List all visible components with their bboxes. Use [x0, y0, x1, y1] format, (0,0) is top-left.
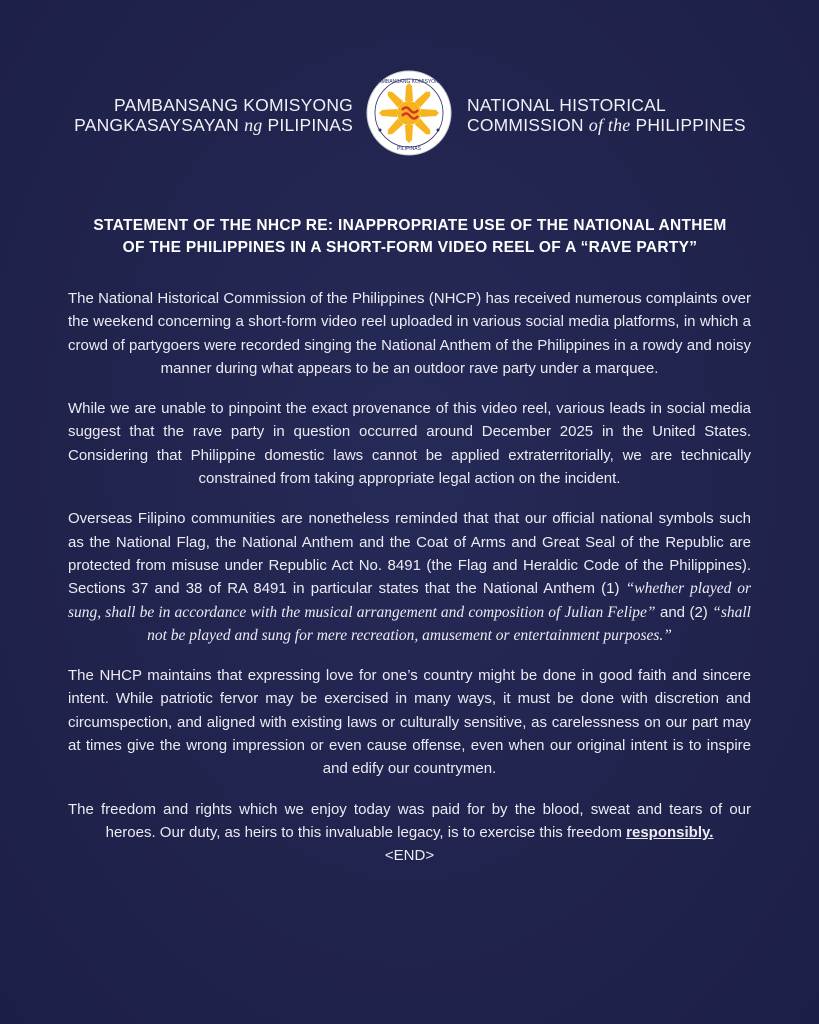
text: PHILIPPINES: [630, 115, 746, 135]
text: The freedom and rights which we enjoy today was paid for by the blood, sweat and tears of our heroes. Our duty, as heirs to this invaluable legacy, is to exercise this freedom: [68, 800, 751, 841]
paragraph-3: [68, 507, 751, 647]
statement-title: [60, 215, 760, 259]
svg-text:PAMBANSANG KOMISYONG: PAMBANSANG KOMISYONG: [375, 79, 443, 85]
title-line1: STATEMENT OF THE NHCP RE: INAPPROPRIATE USE OF THE NATIONAL ANTHEM: [93, 217, 727, 234]
paragraph-1: The National Historical Commission of the Philippines (NHCP) has received numerous complaints over the weekend concerning a short-form video reel uploaded in various social media platforms, in which a crowd of partygoers were recorded singing the National Anthem of the Philippines in a rowdy and noisy manner during what appears to be an outdoor rave party under a marquee.: [68, 290, 751, 377]
english-name-line2: [467, 115, 746, 135]
quote-section-38: “shall not be played and sung for mere recreation, amusement or entertainment purposes.”: [147, 603, 751, 644]
statement-body: [68, 287, 751, 885]
filipino-agency-name: [74, 95, 353, 135]
svg-text:PILIPINAS: PILIPINAS: [397, 146, 421, 152]
nhcp-seal-logo: [366, 70, 452, 156]
text: ng: [244, 115, 263, 135]
letterhead: [0, 68, 819, 158]
text: PANGKASAYSAYAN: [74, 115, 245, 135]
quote-section-37: “whether played or sung, shall be in accordance with the musical arrangement and composition of Julian Felipe”: [68, 580, 752, 621]
title-line2: OF THE PHILIPPINES IN A SHORT-FORM VIDEO REEL OF A “RAVE PARTY”: [122, 239, 698, 256]
text: and (2): [655, 603, 713, 621]
text: PILIPINAS: [262, 115, 353, 135]
paragraph-2: While we are unable to pinpoint the exact provenance of this video reel, various leads in social media suggest that the rave party in question occurred around December 2025 in the United States. Considering that Philippine domestic laws cannot be applied extraterritorially, we are technically constrained from taking appropriate legal action on the incident.: [68, 400, 751, 488]
filipino-name-line2: [74, 115, 353, 135]
emphasis-responsibly: responsibly.: [626, 823, 714, 841]
paragraph-5: [68, 798, 751, 868]
english-agency-name: [467, 95, 746, 135]
english-name-line1: NATIONAL HISTORICAL: [467, 95, 666, 115]
paragraph-4: The NHCP maintains that expressing love for one’s country might be done in good faith and sincere intent. While patriotic fervor may be exercised in many ways, it must be done with discretion and circumspection, and aligned with existing laws or culturally sensitive, as carelessness on our part may at times give the wrong impression or even cause offense, even when our original intent is to inspire and edify our countrymen.: [68, 667, 751, 778]
text: Overseas Filipino communities are nonetheless reminded that that our official national symbols such as the National Flag, the National Anthem and the Coat of Arms and Great Seal of the Republic are protected from misuse under Republic Act No. 8491 (the Flag and Heraldic Code of the Philippines). Sections 37 and 38 of RA 8491 in particular states that the National Anthem (1): [68, 510, 751, 598]
end-marker: <END>: [384, 847, 435, 865]
text: of the: [588, 115, 631, 135]
filipino-name-line1: PAMBANSANG KOMISYONG: [114, 95, 353, 115]
text: COMMISSION: [467, 115, 589, 135]
